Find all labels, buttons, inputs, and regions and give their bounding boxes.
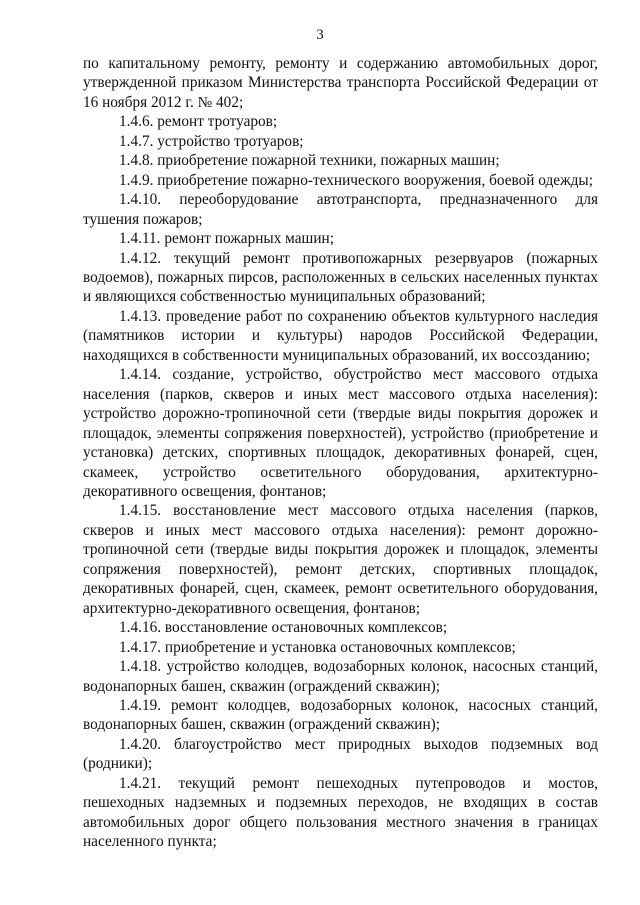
paragraph-continuation: по капитальному ремонту, ремонту и содержанию автомобильных дорог, утвержденной приказом Министерства транспорта Российской Федерации от 16 ноября 2012 г. № 402;: [83, 55, 598, 111]
paragraph-1-4-11: 1.4.11. ремонт пожарных машин;: [119, 230, 334, 248]
paragraph-1-4-6: 1.4.6. ремонт тротуаров;: [119, 113, 278, 131]
paragraph-1-4-16: 1.4.16. восстановление остановочных комплексов;: [119, 619, 448, 637]
paragraph-1-4-17: 1.4.17. приобретение и установка остановочных комплексов;: [119, 638, 516, 656]
paragraph-1-4-14: 1.4.14. создание, устройство, обустройство мест массового отдыха населения (парков, скверов и иных мест массового отдыха населения): устройство дорожно-тропиночной сети (твердые виды покрытия дорожек и площадок, элементы сопряжения поверхностей), устройство (приобретение и установка) детских, спортивных площадок, декоративных фонарей, сцен, скамеек, устройство осветительного оборудования, архитектурно-декоративного освещения, фонтанов;: [83, 366, 598, 500]
paragraph-1-4-13: 1.4.13. проведение работ по сохранению объектов культурного наследия (памятников истории и культуры) народов Российской Федерации, находящихся в собственности муниципальных образований, их воссозданию;: [83, 307, 598, 364]
document-body: [83, 54, 598, 852]
paragraph-1-4-21: 1.4.21. текущий ремонт пешеходных путепроводов и мостов, пешеходных надземных и подземных переходов, не входящих в состав автомобильных дорог общего пользования местного значения в границах населенного пункта;: [83, 774, 598, 851]
page-number: 3: [316, 27, 324, 43]
paragraph-1-4-7: 1.4.7. устройство тротуаров;: [119, 132, 304, 150]
paragraph-1-4-10: 1.4.10. переоборудование автотранспорта, предназначенного для тушения пожаров;: [83, 191, 598, 228]
paragraph-1-4-9: 1.4.9. приобретение пожарно-технического вооружения, боевой одежды;: [119, 171, 593, 189]
paragraph-1-4-8: 1.4.8. приобретение пожарной техники, пожарных машин;: [119, 152, 500, 170]
paragraph-1-4-15: 1.4.15. восстановление мест массового отдыха населения (парков, скверов и иных мест массового отдыха населения): ремонт дорожно-тропиночной сети (твердые виды покрытия дорожек и площадок, элементы сопряжения поверхностей), ремонт детских, спортивных площадок, декоративных фонарей, сцен, скамеек, ремонт осветительного оборудования, архитектурно-декоративного освещения, фонтанов;: [83, 502, 598, 617]
paragraph-1-4-18: 1.4.18. устройство колодцев, водозаборных колонок, насосных станций, водонапорных башен, скважин (ограждений скважин);: [83, 658, 598, 695]
paragraph-1-4-20: 1.4.20. благоустройство мест природных выходов подземных вод (родники);: [83, 735, 598, 773]
paragraph-1-4-12: 1.4.12. текущий ремонт противопожарных резервуаров (пожарных водоемов), пожарных пирсов, расположенных в сельских населенных пунктах и являющихся собственностью муниципальных образований;: [83, 249, 598, 306]
paragraph-1-4-19: 1.4.19. ремонт колодцев, водозаборных колонок, насосных станций, водонапорных башен, скважин (ограждений скважин);: [83, 696, 598, 734]
